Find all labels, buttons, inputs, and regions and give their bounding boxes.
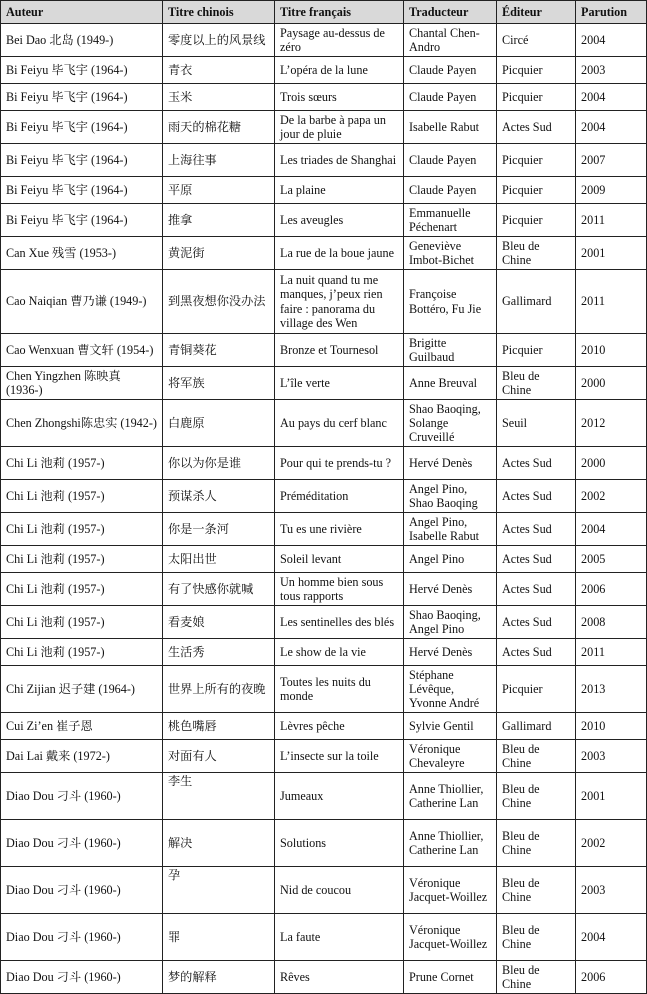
- cell-translator: Isabelle Rabut: [404, 111, 497, 144]
- cell-publisher: Circé: [497, 24, 576, 57]
- cell-translator: Claude Payen: [404, 144, 497, 177]
- cell-publisher: Actes Sud: [497, 480, 576, 513]
- cell-publisher: Bleu de Chine: [497, 237, 576, 270]
- cell-author: Diao Dou 刁斗 (1960-): [1, 914, 163, 961]
- cell-year: 2000: [576, 447, 647, 480]
- cell-french-title: Trois sœurs: [275, 84, 404, 111]
- table-row: [1, 57, 647, 84]
- cell-translator: Hervé Denès: [404, 639, 497, 666]
- cell-publisher: Picquier: [497, 177, 576, 204]
- cell-french-title: Tu es une rivière: [275, 513, 404, 546]
- cell-author: Chi Li 池莉 (1957-): [1, 573, 163, 606]
- table-row: [1, 740, 647, 773]
- cell-translator: Claude Payen: [404, 57, 497, 84]
- cell-french-title: Les sentinelles des blés: [275, 606, 404, 639]
- header-row: [1, 1, 647, 24]
- cell-author: Chi Li 池莉 (1957-): [1, 606, 163, 639]
- cell-translator: Emmanuelle Péchenart: [404, 204, 497, 237]
- cell-author: Cui Zi’en 崔子恩: [1, 713, 163, 740]
- cell-author: Cao Naiqian 曹乃谦 (1949-): [1, 270, 163, 334]
- cell-chinese-title: 罪: [163, 914, 275, 961]
- cell-translator: Shao Baoqing, Solange Cruveillé: [404, 400, 497, 447]
- cell-author: Cao Wenxuan 曹文轩 (1954-): [1, 334, 163, 367]
- cell-translator: Angel Pino: [404, 546, 497, 573]
- cell-year: 2004: [576, 513, 647, 546]
- cell-translator: Hervé Denès: [404, 573, 497, 606]
- cell-french-title: L’île verte: [275, 367, 404, 400]
- cell-publisher: Seuil: [497, 400, 576, 447]
- cell-french-title: Nid de coucou: [275, 867, 404, 914]
- cell-translator: Angel Pino, Shao Baoqing: [404, 480, 497, 513]
- cell-year: 2003: [576, 740, 647, 773]
- cell-french-title: Solutions: [275, 820, 404, 867]
- cell-publisher: Bleu de Chine: [497, 914, 576, 961]
- table-row: [1, 914, 647, 961]
- cell-translator: Anne Thiollier, Catherine Lan: [404, 820, 497, 867]
- cell-author: Chi Li 池莉 (1957-): [1, 639, 163, 666]
- cell-year: 2011: [576, 639, 647, 666]
- table-row: [1, 334, 647, 367]
- cell-author: Diao Dou 刁斗 (1960-): [1, 820, 163, 867]
- cell-french-title: De la barbe à papa un jour de pluie: [275, 111, 404, 144]
- cell-french-title: Préméditation: [275, 480, 404, 513]
- cell-year: 2003: [576, 57, 647, 84]
- cell-author: Bi Feiyu 毕飞宇 (1964-): [1, 111, 163, 144]
- cell-chinese-title: 太阳出世: [163, 546, 275, 573]
- table-row: [1, 546, 647, 573]
- cell-french-title: Pour qui te prends-tu ?: [275, 447, 404, 480]
- cell-chinese-title: 平原: [163, 177, 275, 204]
- cell-publisher: Picquier: [497, 666, 576, 713]
- cell-french-title: Jumeaux: [275, 773, 404, 820]
- cell-chinese-title: 将军族: [163, 367, 275, 400]
- cell-year: 2011: [576, 270, 647, 334]
- cell-author: Chi Li 池莉 (1957-): [1, 513, 163, 546]
- cell-publisher: Actes Sud: [497, 111, 576, 144]
- cell-author: Bi Feiyu 毕飞宇 (1964-): [1, 177, 163, 204]
- cell-translator: Geneviève Imbot-Bichet: [404, 237, 497, 270]
- cell-translator: Brigitte Guilbaud: [404, 334, 497, 367]
- table-row: [1, 820, 647, 867]
- cell-french-title: Bronze et Tournesol: [275, 334, 404, 367]
- table-row: [1, 111, 647, 144]
- table-row: [1, 773, 647, 820]
- cell-author: Chen Yingzhen 陈映真 (1936-): [1, 367, 163, 400]
- cell-publisher: Bleu de Chine: [497, 820, 576, 867]
- cell-author: Dai Lai 戴来 (1972-): [1, 740, 163, 773]
- cell-publisher: Picquier: [497, 334, 576, 367]
- cell-author: Chi Li 池莉 (1957-): [1, 546, 163, 573]
- cell-publisher: Bleu de Chine: [497, 740, 576, 773]
- table-row: [1, 480, 647, 513]
- cell-author: Bi Feiyu 毕飞宇 (1964-): [1, 204, 163, 237]
- cell-chinese-title: 雨天的棉花糖: [163, 111, 275, 144]
- cell-french-title: Paysage au-dessus de zéro: [275, 24, 404, 57]
- cell-chinese-title: 看麦娘: [163, 606, 275, 639]
- cell-chinese-title: 世界上所有的夜晚: [163, 666, 275, 713]
- table-row: [1, 177, 647, 204]
- cell-year: 2011: [576, 204, 647, 237]
- table-row: [1, 144, 647, 177]
- cell-chinese-title: 对面有人: [163, 740, 275, 773]
- cell-author: Bi Feiyu 毕飞宇 (1964-): [1, 144, 163, 177]
- cell-publisher: Picquier: [497, 204, 576, 237]
- cell-publisher: Bleu de Chine: [497, 773, 576, 820]
- cell-french-title: La faute: [275, 914, 404, 961]
- cell-french-title: L’opéra de la lune: [275, 57, 404, 84]
- cell-chinese-title: 青衣: [163, 57, 275, 84]
- cell-publisher: Gallimard: [497, 713, 576, 740]
- header-editeur: Éditeur: [497, 1, 576, 24]
- cell-year: 2004: [576, 914, 647, 961]
- cell-year: 2006: [576, 573, 647, 606]
- cell-french-title: Un homme bien sous tous rapports: [275, 573, 404, 606]
- cell-publisher: Actes Sud: [497, 639, 576, 666]
- cell-french-title: Rêves: [275, 961, 404, 994]
- cell-year: 2004: [576, 24, 647, 57]
- cell-author: Diao Dou 刁斗 (1960-): [1, 867, 163, 914]
- table-row: [1, 400, 647, 447]
- cell-year: 2001: [576, 773, 647, 820]
- cell-year: 2010: [576, 334, 647, 367]
- header-parution: Parution: [576, 1, 647, 24]
- cell-translator: Françoise Bottéro, Fu Jie: [404, 270, 497, 334]
- cell-publisher: Bleu de Chine: [497, 367, 576, 400]
- cell-publisher: Picquier: [497, 144, 576, 177]
- cell-year: 2005: [576, 546, 647, 573]
- cell-french-title: La nuit quand tu me manques, j’peux rien faire : panorama du village des Wen: [275, 270, 404, 334]
- cell-author: Chi Zijian 迟子建 (1964-): [1, 666, 163, 713]
- cell-french-title: La rue de la boue jaune: [275, 237, 404, 270]
- cell-translator: Claude Payen: [404, 84, 497, 111]
- cell-french-title: Au pays du cerf blanc: [275, 400, 404, 447]
- cell-chinese-title: 预谋杀人: [163, 480, 275, 513]
- cell-chinese-title: 你是一条河: [163, 513, 275, 546]
- cell-author: Bei Dao 北岛 (1949-): [1, 24, 163, 57]
- cell-chinese-title: 你以为你是谁: [163, 447, 275, 480]
- cell-year: 2007: [576, 144, 647, 177]
- cell-chinese-title: 有了快感你就喊: [163, 573, 275, 606]
- cell-year: 2012: [576, 400, 647, 447]
- cell-translator: Sylvie Gentil: [404, 713, 497, 740]
- cell-translator: Chantal Chen-Andro: [404, 24, 497, 57]
- cell-year: 2004: [576, 84, 647, 111]
- cell-year: 2013: [576, 666, 647, 713]
- cell-year: 2003: [576, 867, 647, 914]
- cell-chinese-title: 孕: [163, 867, 275, 914]
- cell-author: Can Xue 残雪 (1953-): [1, 237, 163, 270]
- cell-publisher: Actes Sud: [497, 606, 576, 639]
- cell-french-title: Toutes les nuits du monde: [275, 666, 404, 713]
- table-row: [1, 867, 647, 914]
- cell-french-title: Les aveugles: [275, 204, 404, 237]
- cell-publisher: Actes Sud: [497, 573, 576, 606]
- table-row: [1, 237, 647, 270]
- cell-french-title: Les triades de Shanghai: [275, 144, 404, 177]
- table-row: [1, 713, 647, 740]
- cell-chinese-title: 白鹿原: [163, 400, 275, 447]
- cell-publisher: Bleu de Chine: [497, 961, 576, 994]
- table-row: [1, 573, 647, 606]
- cell-year: 2002: [576, 820, 647, 867]
- cell-year: 2000: [576, 367, 647, 400]
- table-row: [1, 84, 647, 111]
- cell-chinese-title: 解决: [163, 820, 275, 867]
- cell-chinese-title: 零度以上的风景线: [163, 24, 275, 57]
- cell-translator: Claude Payen: [404, 177, 497, 204]
- cell-publisher: Actes Sud: [497, 447, 576, 480]
- cell-translator: Stéphane Lévêque, Yvonne André: [404, 666, 497, 713]
- cell-chinese-title: 李生: [163, 773, 275, 820]
- cell-author: Bi Feiyu 毕飞宇 (1964-): [1, 57, 163, 84]
- table-row: [1, 639, 647, 666]
- cell-french-title: L’insecte sur la toile: [275, 740, 404, 773]
- cell-year: 2001: [576, 237, 647, 270]
- cell-year: 2004: [576, 111, 647, 144]
- cell-french-title: Le show de la vie: [275, 639, 404, 666]
- cell-french-title: La plaine: [275, 177, 404, 204]
- table-row: [1, 24, 647, 57]
- cell-year: 2009: [576, 177, 647, 204]
- cell-chinese-title: 梦的解释: [163, 961, 275, 994]
- cell-year: 2010: [576, 713, 647, 740]
- cell-translator: Prune Cornet: [404, 961, 497, 994]
- cell-translator: Véronique Chevaleyre: [404, 740, 497, 773]
- table-row: [1, 666, 647, 713]
- cell-chinese-title: 上海往事: [163, 144, 275, 177]
- header-titre-chinois: Titre chinois: [163, 1, 275, 24]
- cell-publisher: Picquier: [497, 84, 576, 111]
- cell-publisher: Gallimard: [497, 270, 576, 334]
- cell-author: Bi Feiyu 毕飞宇 (1964-): [1, 84, 163, 111]
- cell-author: Diao Dou 刁斗 (1960-): [1, 961, 163, 994]
- cell-publisher: Actes Sud: [497, 546, 576, 573]
- cell-french-title: Soleil levant: [275, 546, 404, 573]
- cell-author: Chi Li 池莉 (1957-): [1, 447, 163, 480]
- header-titre-francais: Titre français: [275, 1, 404, 24]
- cell-translator: Hervé Denès: [404, 447, 497, 480]
- header-auteur: Auteur: [1, 1, 163, 24]
- cell-author: Chen Zhongshi陈忠实 (1942-): [1, 400, 163, 447]
- header-traducteur: Traducteur: [404, 1, 497, 24]
- table-row: [1, 513, 647, 546]
- cell-author: Chi Li 池莉 (1957-): [1, 480, 163, 513]
- cell-french-title: Lèvres pêche: [275, 713, 404, 740]
- table-row: [1, 270, 647, 334]
- cell-year: 2002: [576, 480, 647, 513]
- cell-translator: Anne Breuval: [404, 367, 497, 400]
- cell-translator: Véronique Jacquet-Woillez: [404, 867, 497, 914]
- cell-publisher: Bleu de Chine: [497, 867, 576, 914]
- cell-chinese-title: 推拿: [163, 204, 275, 237]
- cell-chinese-title: 黄泥街: [163, 237, 275, 270]
- cell-chinese-title: 生活秀: [163, 639, 275, 666]
- table-row: [1, 447, 647, 480]
- cell-translator: Véronique Jacquet-Woillez: [404, 914, 497, 961]
- cell-chinese-title: 玉米: [163, 84, 275, 111]
- cell-chinese-title: 桃色嘴唇: [163, 713, 275, 740]
- cell-translator: Shao Baoqing, Angel Pino: [404, 606, 497, 639]
- cell-year: 2008: [576, 606, 647, 639]
- cell-publisher: Picquier: [497, 57, 576, 84]
- cell-chinese-title: 到黑夜想你没办法: [163, 270, 275, 334]
- cell-translator: Angel Pino, Isabelle Rabut: [404, 513, 497, 546]
- table-row: [1, 606, 647, 639]
- cell-author: Diao Dou 刁斗 (1960-): [1, 773, 163, 820]
- cell-translator: Anne Thiollier, Catherine Lan: [404, 773, 497, 820]
- cell-publisher: Actes Sud: [497, 513, 576, 546]
- cell-year: 2006: [576, 961, 647, 994]
- table-row: [1, 367, 647, 400]
- table-row: [1, 204, 647, 237]
- table-row: [1, 961, 647, 994]
- cell-chinese-title: 青铜葵花: [163, 334, 275, 367]
